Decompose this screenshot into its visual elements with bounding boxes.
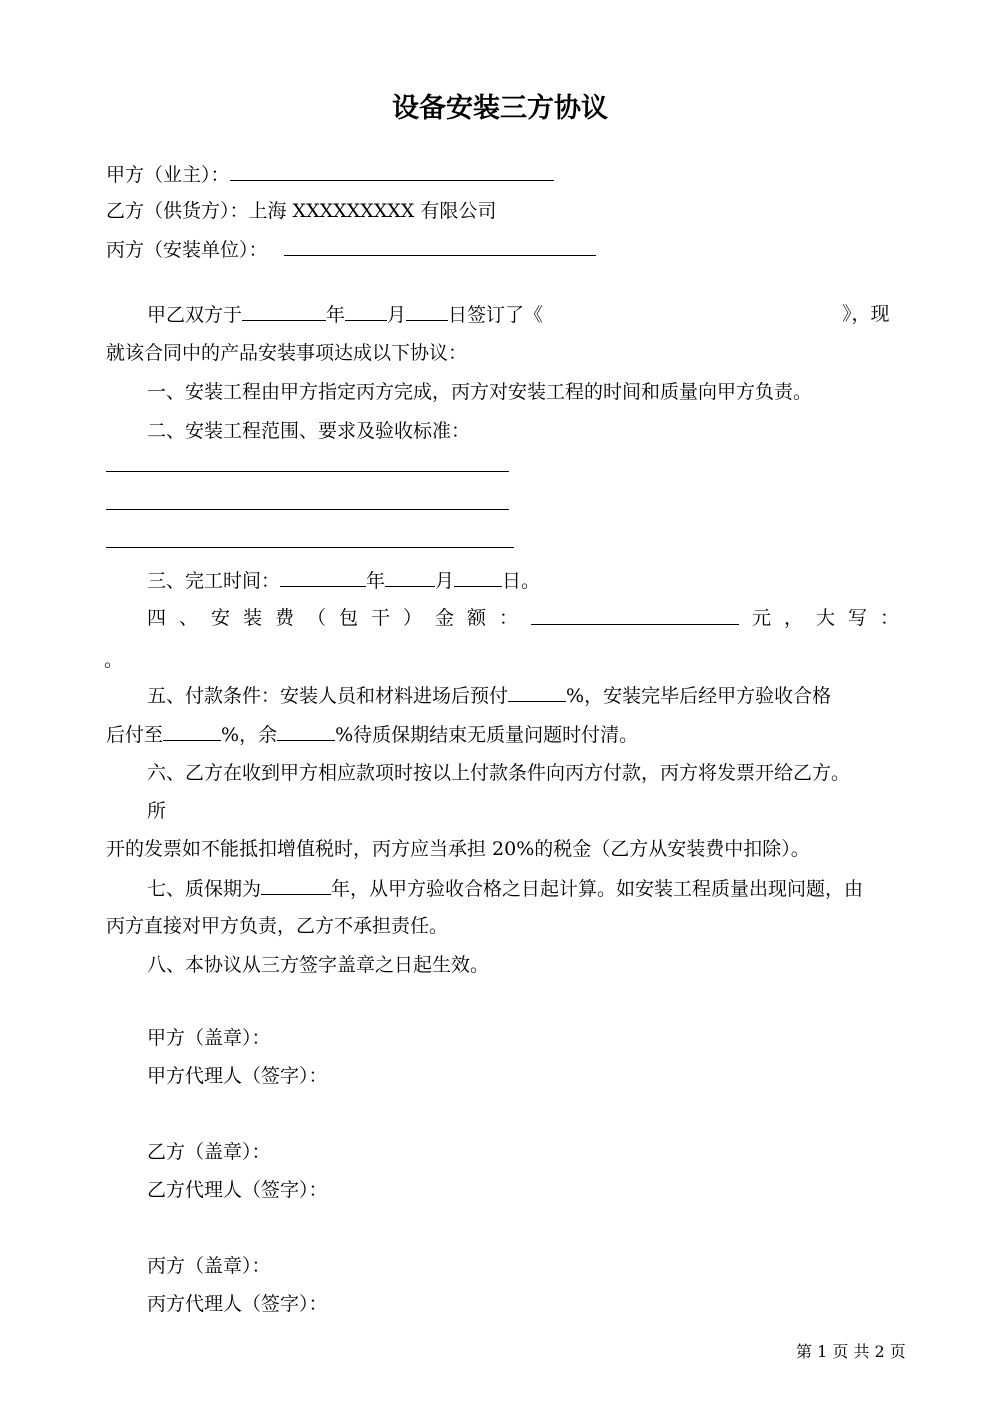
clause-5-text: 五、付款条件：安装人员和材料进场后预付 (147, 685, 509, 707)
clause-3 (147, 568, 540, 593)
intro-month-label: 月 (387, 304, 407, 326)
clause-5-text-3: 后付至 (106, 724, 164, 746)
clause-2: 二、安装工程范围、要求及验收标准： (147, 420, 471, 442)
clause-7-text: 七、质保期为 (147, 878, 262, 900)
clause-4-daxie-char: 写 (847, 607, 867, 629)
clause-7-years-blank[interactable] (261, 876, 331, 895)
clause-8: 八、本协议从三方签字盖章之日起生效。 (147, 954, 490, 976)
clause-4-amount-blank[interactable] (531, 606, 739, 625)
clause-1: 一、安装工程由甲方指定丙方完成，丙方对安装工程的时间和质量向甲方负责。 (147, 381, 813, 403)
clause-5-line-1 (147, 683, 831, 708)
clause-3-label: 三、完工时间： (147, 570, 281, 592)
party-c-line (106, 237, 596, 262)
clause-7-line-2: 丙方直接对甲方负责，乙方不承担责任。 (106, 915, 449, 937)
party-a-seal: 甲方（盖章）： (147, 1027, 271, 1049)
clause-5-text-4: %，余 (221, 724, 278, 746)
party-a-line (106, 162, 554, 187)
party-c-label: 丙方（安装单位）： (106, 239, 268, 261)
party-b-agent: 乙方代理人（签字）： (147, 1179, 328, 1201)
clause-2-blank-line-3[interactable] (106, 547, 514, 548)
party-b-label: 乙方（供货方）： (106, 200, 249, 222)
clause-4-char: 金 (435, 607, 455, 629)
intro-year-blank[interactable] (242, 302, 326, 321)
clause-5-remain-blank[interactable] (277, 722, 335, 741)
intro-close: 》，现 (842, 303, 890, 325)
document-title: 设备安装三方协议 (392, 93, 608, 124)
clause-4-char: 费 (275, 607, 295, 629)
clause-3-day-blank[interactable] (454, 568, 502, 587)
intro-signed-text: 日签订了《 (448, 304, 544, 326)
intro-day-blank[interactable] (406, 302, 448, 321)
clause-4-comma: ， (783, 607, 803, 629)
clause-4-char: （ (307, 607, 327, 629)
clause-5-prepay-blank[interactable] (508, 683, 566, 702)
clause-5-text-5: %待质保期结束无质量问题时付清。 (335, 724, 639, 746)
intro-month-blank[interactable] (345, 302, 387, 321)
clause-4-daxie-char: 大 (815, 607, 835, 629)
clause-4 (147, 606, 899, 630)
page-number: 第 1 页 共 2 页 (796, 1342, 906, 1361)
party-a-label: 甲方（业主）： (106, 164, 230, 186)
clause-3-year-blank[interactable] (280, 568, 366, 587)
clause-4-char: 额 (467, 607, 487, 629)
clause-7-text-2: 年，从甲方验收合格之日起计算。如安装工程质量出现问题，由 (331, 878, 864, 900)
clause-4-char: 干 (371, 607, 391, 629)
clause-4-char: 、 (179, 607, 199, 629)
clause-6-line-1: 六、乙方在收到甲方相应款项时按以上付款条件向丙方付款，丙方将发票开给乙方。 (147, 762, 851, 784)
clause-5-text-2: %，安装完毕后经甲方验收合格 (566, 685, 832, 707)
party-c-agent: 丙方代理人（签字）： (147, 1293, 328, 1315)
party-c-seal: 丙方（盖章）： (147, 1255, 271, 1277)
intro-year-label: 年 (326, 304, 346, 326)
clause-3-month-blank[interactable] (385, 568, 435, 587)
clause-4-char: 四 (147, 607, 167, 629)
party-c-blank[interactable] (284, 237, 596, 256)
clause-6-line-3: 开的发票如不能抵扣增值税时，丙方应当承担 20%的税金（乙方从安装费中扣除）。 (106, 838, 810, 860)
clause-2-blank-line-1[interactable] (106, 471, 509, 472)
clause-4-char: 装 (243, 607, 263, 629)
party-a-blank[interactable] (230, 162, 554, 181)
clause-3-month-label: 月 (435, 570, 455, 592)
clause-4-char: 安 (211, 607, 231, 629)
clause-5-payto-blank[interactable] (163, 722, 221, 741)
clause-4-char: 包 (339, 607, 359, 629)
clause-6-line-2: 所 (147, 800, 167, 822)
clause-7-line-1 (147, 876, 863, 901)
clause-2-blank-line-2[interactable] (106, 509, 509, 510)
intro-line-2: 就该合同中的产品安装事项达成以下协议： (106, 342, 468, 364)
clause-5-line-2 (106, 722, 638, 747)
clause-4-char: ： (499, 607, 519, 629)
party-b-seal: 乙方（盖章）： (147, 1141, 271, 1163)
clause-3-day-label: 日。 (502, 570, 541, 592)
party-a-agent: 甲方代理人（签字）： (147, 1065, 328, 1087)
party-b-value: 上海 XXXXXXXXX 有限公司 (248, 200, 497, 222)
clause-3-year-label: 年 (366, 570, 386, 592)
party-b-line (106, 199, 496, 223)
clause-4-daxie-char: ： (879, 607, 899, 629)
clause-4-char: ） (403, 607, 423, 629)
intro-text: 甲乙双方于 (147, 304, 243, 326)
clause-4-yuan: 元 (751, 607, 771, 629)
intro-line-1 (147, 302, 543, 327)
clause-4-end: 。 (104, 649, 124, 671)
